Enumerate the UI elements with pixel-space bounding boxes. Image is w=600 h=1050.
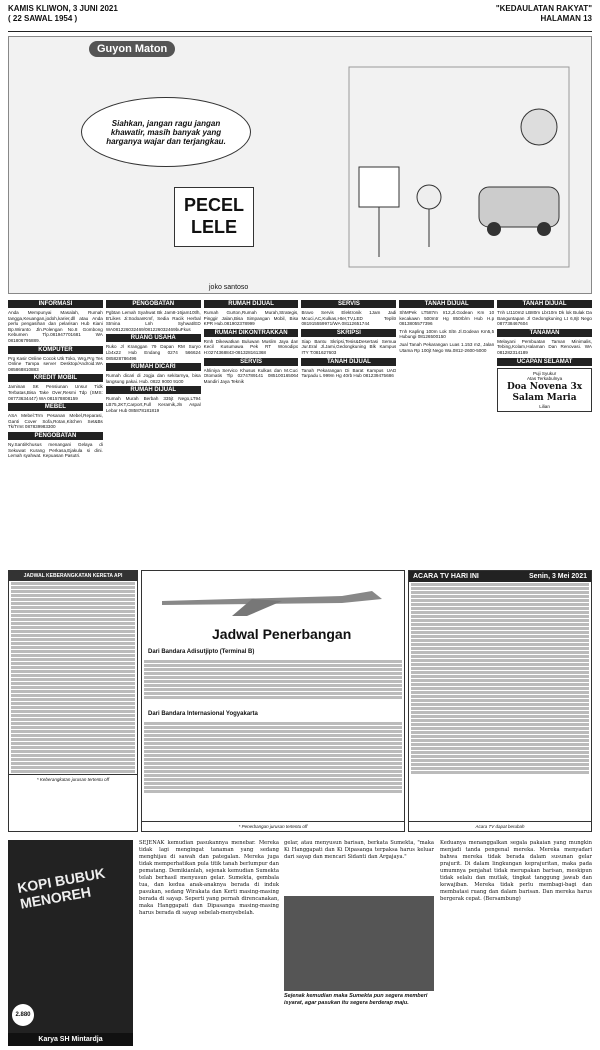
tv-listings — [409, 583, 591, 774]
cartoon-panel — [8, 36, 592, 294]
section-heading: SKRIPSI — [301, 329, 396, 337]
classified-column-3 — [204, 298, 299, 568]
flight-table-adisutjipto — [142, 659, 404, 700]
story-author: Karya SH Mintardja — [8, 1033, 133, 1046]
ad-line: Atas Terkabulnya — [526, 376, 563, 382]
story-column-1: SEJENAK kemudian pasukannya menebar. Mereka tidak lagi mengingat tanaman yang sedang menghijau di sawah dan pategalan. Mereka juga tidak memperhatikan pula titik tanah berlumpur dan pematang. Demikianlah, sejenak kemudian Sumekta telah berhasil menyusun gelar. Sumekta, gembala tua, dan kedua anak-anaknya berada di induk pasukan, sedang Wirakata dan Kerti masing-masing berada di sayap. Seperti yang pernah direncanakan, maka Hanggapati dan Dipasanga masing-masing harus berada di sayap sebelah-menyebelah. — [139, 840, 279, 916]
section-heading: TANAH DIJUAL — [399, 300, 494, 308]
ad-text: Rumah Gurton,Rumah Murah,Strategis, Pinggir Jalan,Bisa Simpangan Mobil, Bisa KPR Hub.081902378999 — [203, 310, 299, 327]
ad-text: Prg Kasir Online Cocok Utk Toko, Wrg,Prg Tes Online Tampa server Desktop/Android.WA 085868810883 — [8, 355, 103, 372]
ad-text: Tanah Pekarangan Di Barat Kampus UAD Tarpadu L 999m Hg 40rb Hub 081239475686 — [301, 367, 397, 379]
serial-story — [8, 840, 592, 1046]
section-heading: RUMAH DIJUAL — [106, 386, 201, 394]
ad-text: Siap Bantu Skripsi,Tesis&Desertasi Semua Jur.Eral Jl.Jami,Gedongkuning Blk Kampus ITY T:081627603 — [301, 338, 397, 355]
date-line: KAMIS KLIWON, 3 JUNI 2021 — [8, 4, 118, 13]
ad-text: ASA Mebel:Trm Pesanan Mebel,Reparasi, Ganti Cover Sofa,Rotan,Kitchen Set&Bs Tk/Trmt 087839983300 — [8, 413, 103, 430]
section-heading: INFORMASI — [8, 300, 103, 308]
section-heading: TANAH DIJUAL — [497, 300, 592, 308]
story-poster — [8, 840, 133, 1046]
cartoon-scene-illustration — [339, 57, 579, 277]
page-number: HALAMAN 13 — [540, 14, 592, 23]
cartoon-brand: Guyon Maton — [89, 41, 175, 57]
section-heading: PENGOBATAN — [8, 432, 103, 440]
classified-ads — [8, 298, 592, 568]
ad-text: Jual Tanah Pekarangan Luas 1.153 m2, Jalan Utama Rp 100jt Nego Wa.0812-2600-5000 — [399, 341, 495, 353]
story-column-3: Keduanya menanggalkan segala pakaian yang mungkin menjadi tanda pengenal mereka. Mereka menyadari bahwa mereka tidak berada dalam susunan gelar prajurit. Di dalam lingkungan keprajuritan, maka pada umumnya penjahat tidak merupakan barisan, meskipun tidak selalu dan mutlak, tingkat tanggung jawab dan kewajiban. Mereka tidak perlu membagi-bagi dan membatasi ruang dan dalam barisan. Dan mereka harus bergerak cepat. (Bersambung) — [440, 840, 592, 902]
cartoonist-credit: joko santoso — [209, 284, 249, 291]
ad-text: Ahliniya Servico Khusus Kulkas dan M.Cuci Otomatis Tlp 0274789141 085100165064 Mandiri Jaya Teknik — [203, 367, 299, 384]
flight-schedule-subtitle: Dari Bandara Adisutjipto (Terminal B) — [148, 649, 255, 655]
classified-column-6 — [497, 298, 592, 568]
flight-note: * Penerbangan jurusan tertentu off — [142, 821, 404, 831]
classified-column-4 — [301, 298, 396, 568]
schedules-section — [8, 570, 592, 832]
section-heading: RUMAH DIKONTRAKKAN — [204, 329, 299, 337]
train-note: * Keberangkatan jurusan tertentu off — [9, 774, 137, 784]
javanese-date-line: ( 22 SAWAL 1954 ) — [8, 14, 78, 23]
tv-schedule-header — [409, 571, 591, 582]
ad-text: Tnh Lt110m2 LB80m Lbr10m Dk lok Bulak Da Banguntapan Jl Gedongkuning Lt 6,8jt Nego 087738467604 — [497, 310, 592, 327]
ad-text: Tnh Kapling 100m Lok Sltn Jl.Godean Km5,5 Hubungi 08126500150 — [399, 328, 495, 340]
ad-line: Puji Syukur — [532, 370, 557, 376]
section-heading: UCAPAN SELAMAT — [497, 358, 592, 366]
section-heading: SERVIS — [204, 358, 299, 366]
flight-schedule-subtitle-2: Dari Bandara Internasional Yogyakarta — [148, 711, 258, 717]
section-heading: MEBEL — [8, 403, 103, 411]
ad-signature: Lilian — [539, 403, 550, 409]
flight-schedule-title: Jadwal Penerbangan — [212, 626, 352, 642]
ad-headline: Doa Novena 3x Salam Maria — [507, 381, 583, 403]
section-heading: TANAMAN — [497, 329, 592, 337]
tv-schedule — [408, 570, 592, 832]
section-heading: RUMAH DICARI — [106, 363, 201, 371]
story-column-2: gelar, atau menyusun barisan, berkata Sumekta, "maka Ki Hanggapati dan Ki Dipasanga terpaksa harus keluar dari sayap dan mencari Sidanti dan Argajaya." — [284, 840, 434, 860]
ad-text: Bravo Servis Elektronik 1Jam Jadi Mcuci,AC,Kulkas,Hter,TV,LED Teplitr 081915559971/WA 08112651744 — [301, 310, 397, 327]
flight-table-yia — [142, 721, 404, 794]
ad-text: Rmh Dikewatkan Buluwan Muslim Jaya dan Kecil Kusumawa Pek RT Wonodipo H:0274368843-081328161368 — [203, 338, 299, 355]
episode-number: 2.880 — [12, 1004, 34, 1026]
story-illustration — [284, 896, 434, 991]
newspaper-name: "KEDAULATAN RAKYAT" — [495, 4, 592, 13]
header-date — [8, 4, 118, 24]
section-heading: RUMAH DIJUAL — [204, 300, 299, 308]
ad-text: Ny.Santi/Khusus menangani Gelaya di Sekuwat Kurang Perkasa,Ejakula si dini. Lemah syahwat. Kepuasan Pasutri. — [8, 441, 103, 459]
section-heading: KREDIT MOBIL — [8, 374, 103, 382]
ad-text: ShMPek LT587m Ir12,Jl.Godean Km 10 kecakawn 500mtr Hg 850rb/m Hub H.p 0813805577396 — [399, 310, 495, 327]
section-heading: RUANG USAHA — [106, 334, 201, 342]
classified-column-5 — [399, 298, 494, 568]
story-title: KOPI BUBUK MENOREH — [16, 864, 107, 912]
ad-text: Jaminan SK Pensiunan Unsur Tidk Terbatas,Bisa Take Over,Resmi Tdp (SMS: 08773634447) WA 081578808159 — [8, 384, 103, 401]
section-heading: SERVIS — [301, 300, 396, 308]
ad-text: Rumah dicari di Jogja dan sekitarnya, bisa langsung pakai. Hub. 0822 9000 9100 — [105, 373, 201, 384]
ad-text: Pgbtan Lemah Syahwat Bk Jam8-16jam10tlh, B'Likes Ji:SodoanKmf, Sedia Racik Herbal Stmina Lnh Syhwat/ED WA081226032469/081226032469buFkus — [105, 310, 201, 332]
speech-bubble: Siahkan, jangan ragu jangan khawatir, masih banyak yang harganya wajar dan terjangkau. — [81, 97, 251, 167]
congratulation-ad — [497, 368, 592, 413]
ad-text: Anda Mempunyai Masalah, Rumah tangga,Keuangan,jodoh,karier,dll atau Anda perlu pengasihan dan pelarisan Hub Kiani Bp.Wiranto Jln.Polengan No.8 Gombong Kebumen Tlp.081947701681 WA 081806795889. — [8, 310, 103, 343]
classified-column-1 — [8, 298, 103, 568]
train-schedule — [8, 570, 138, 832]
ad-text: Melayani Pembuatan Taman Minimalis, Tebing,Kolam,Halaman Dan Renovasi. WA 081282314189 — [497, 338, 592, 355]
train-schedule-table — [9, 582, 137, 773]
illustration-caption: Sejenak kemudian maka Sumekta pun segera memberi isyarat, agar pasukan itu segera berderap maju. — [284, 993, 428, 1006]
classified-column-2 — [106, 298, 201, 568]
header-publication — [496, 4, 592, 24]
airplane-icon — [142, 571, 406, 621]
tv-date: Senin, 3 Mei 2021 — [529, 573, 587, 580]
tv-heading: ACARA TV HARI INI — [413, 573, 479, 580]
section-heading: PENGOBATAN — [106, 300, 201, 308]
food-stall-sign: PECEL LELE — [174, 187, 254, 247]
tv-note: Acara TV dapat berubah — [409, 821, 591, 831]
page-header — [8, 4, 592, 32]
train-schedule-title: JADWAL KEBERANGKATAN KERETA API — [9, 571, 137, 581]
ad-text: Rumah Murah Berbah 335jt Nego,LT94 LB75,2KT,Carport,Full Keramik,Jln Aspal Lebar Hub 085878181819 — [105, 396, 201, 413]
section-heading: TANAH DIJUAL — [301, 358, 396, 366]
flight-schedule — [141, 570, 405, 832]
section-heading: KOMPUTER — [8, 346, 103, 354]
ad-text: Ruko Jl Kranggan 79 Dapan RM Suryo Lb4x22 Hub Endang 0274 566624 085828786496 — [105, 344, 201, 361]
